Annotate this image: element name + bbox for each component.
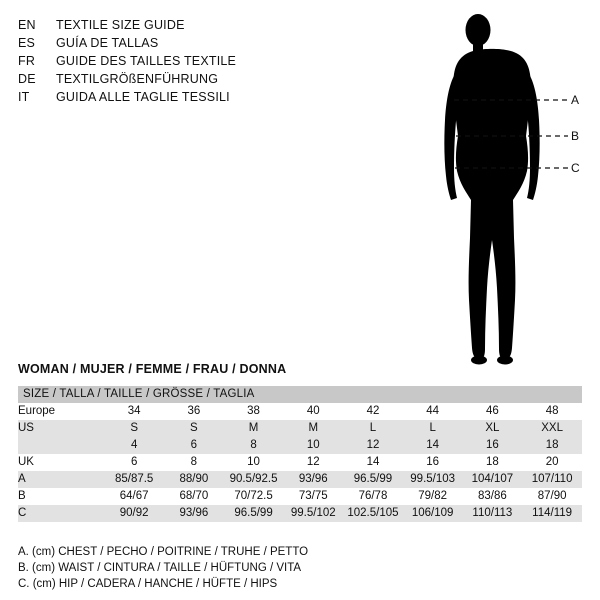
cell: 12: [343, 437, 403, 454]
cell: 114/119: [522, 505, 582, 522]
cell: 12: [283, 454, 343, 471]
cell: 46: [463, 403, 523, 420]
table-row: [18, 437, 582, 454]
cell: 34: [104, 403, 164, 420]
cell: 64/67: [104, 488, 164, 505]
language-code: EN: [18, 18, 36, 32]
row-label: US: [18, 420, 104, 437]
cell: XL: [463, 420, 523, 437]
language-code: FR: [18, 54, 36, 68]
cell: S: [164, 420, 224, 437]
cell: 14: [343, 454, 403, 471]
measure-label-a: A: [571, 93, 580, 107]
cell: 42: [343, 403, 403, 420]
language-row: [18, 52, 318, 70]
cell: 87/90: [522, 488, 582, 505]
legend-row-c: C. (cm) HIP / CADERA / HANCHE / HÜFTE / HIPS: [18, 578, 278, 590]
woman-section-heading: WOMAN / MUJER / FEMME / FRAU / DONNA: [18, 362, 287, 376]
row-label: UK: [18, 454, 104, 471]
measure-label-b: B: [571, 129, 580, 143]
cell: 85/87.5: [104, 471, 164, 488]
row-label: Europe: [18, 403, 104, 420]
language-title: GUIDE DES TAILLES TEXTILE: [56, 54, 237, 68]
cell: 110/113: [463, 505, 523, 522]
row-label: C: [18, 505, 104, 522]
language-row: [18, 70, 318, 88]
cell: 16: [463, 437, 523, 454]
cell: M: [224, 420, 284, 437]
table-header-row: [18, 386, 582, 403]
cell: L: [403, 420, 463, 437]
language-row: [18, 34, 318, 52]
cell: 8: [224, 437, 284, 454]
language-code: DE: [18, 72, 36, 86]
cell: M: [283, 420, 343, 437]
cell: 79/82: [403, 488, 463, 505]
cell: 96.5/99: [343, 471, 403, 488]
row-label: B: [18, 488, 104, 505]
cell: 20: [522, 454, 582, 471]
cell: 10: [224, 454, 284, 471]
language-code: IT: [18, 90, 30, 104]
row-label: [18, 437, 104, 454]
cell: 107/110: [522, 471, 582, 488]
cell: 93/96: [283, 471, 343, 488]
female-silhouette-icon: [430, 8, 595, 368]
table-row: [18, 488, 582, 505]
cell: 68/70: [164, 488, 224, 505]
cell: 10: [283, 437, 343, 454]
language-title-block: [18, 16, 318, 106]
cell: L: [343, 420, 403, 437]
cell: 18: [522, 437, 582, 454]
measurement-legend: [18, 544, 308, 592]
cell: 76/78: [343, 488, 403, 505]
cell: 99.5/103: [403, 471, 463, 488]
cell: 36: [164, 403, 224, 420]
cell: 99.5/102: [283, 505, 343, 522]
cell: 104/107: [463, 471, 523, 488]
language-title: GUIDA ALLE TAGLIE TESSILI: [56, 90, 230, 104]
cell: 4: [104, 437, 164, 454]
cell: 88/90: [164, 471, 224, 488]
language-title: TEXTILE SIZE GUIDE: [56, 18, 185, 32]
table-row: [18, 505, 582, 522]
language-title: TEXTILGRÖßENFÜHRUNG: [56, 72, 219, 86]
cell: 102.5/105: [343, 505, 403, 522]
cell: 44: [403, 403, 463, 420]
cell: 6: [104, 454, 164, 471]
size-table: [18, 386, 582, 522]
table-row: [18, 454, 582, 471]
cell: 14: [403, 437, 463, 454]
row-label: A: [18, 471, 104, 488]
language-title: GUÍA DE TALLAS: [56, 36, 159, 50]
cell: 8: [164, 454, 224, 471]
cell: 38: [224, 403, 284, 420]
language-code: ES: [18, 36, 36, 50]
cell: 18: [463, 454, 523, 471]
cell: 6: [164, 437, 224, 454]
language-row: [18, 88, 318, 106]
cell: 16: [403, 454, 463, 471]
cell: XXL: [522, 420, 582, 437]
legend-row-a: A. (cm) CHEST / PECHO / POITRINE / TRUHE / PETTO: [18, 546, 309, 558]
cell: 90/92: [104, 505, 164, 522]
table-row: [18, 403, 582, 420]
cell: 70/72.5: [224, 488, 284, 505]
cell: S: [104, 420, 164, 437]
cell: 40: [283, 403, 343, 420]
cell: 73/75: [283, 488, 343, 505]
cell: 106/109: [403, 505, 463, 522]
language-row: [18, 16, 318, 34]
cell: 96.5/99: [224, 505, 284, 522]
cell: 93/96: [164, 505, 224, 522]
table-row: [18, 471, 582, 488]
table-row: [18, 420, 582, 437]
legend-row-b: B. (cm) WAIST / CINTURA / TAILLE / HÜFTUNG / VITA: [18, 562, 302, 574]
body-figure: [430, 8, 595, 368]
cell: 90.5/92.5: [224, 471, 284, 488]
cell: 48: [522, 403, 582, 420]
measure-label-c: C: [571, 161, 580, 175]
cell: 83/86: [463, 488, 523, 505]
table-header-label: SIZE / TALLA / TAILLE / GRÖSSE / TAGLIA: [18, 386, 582, 403]
